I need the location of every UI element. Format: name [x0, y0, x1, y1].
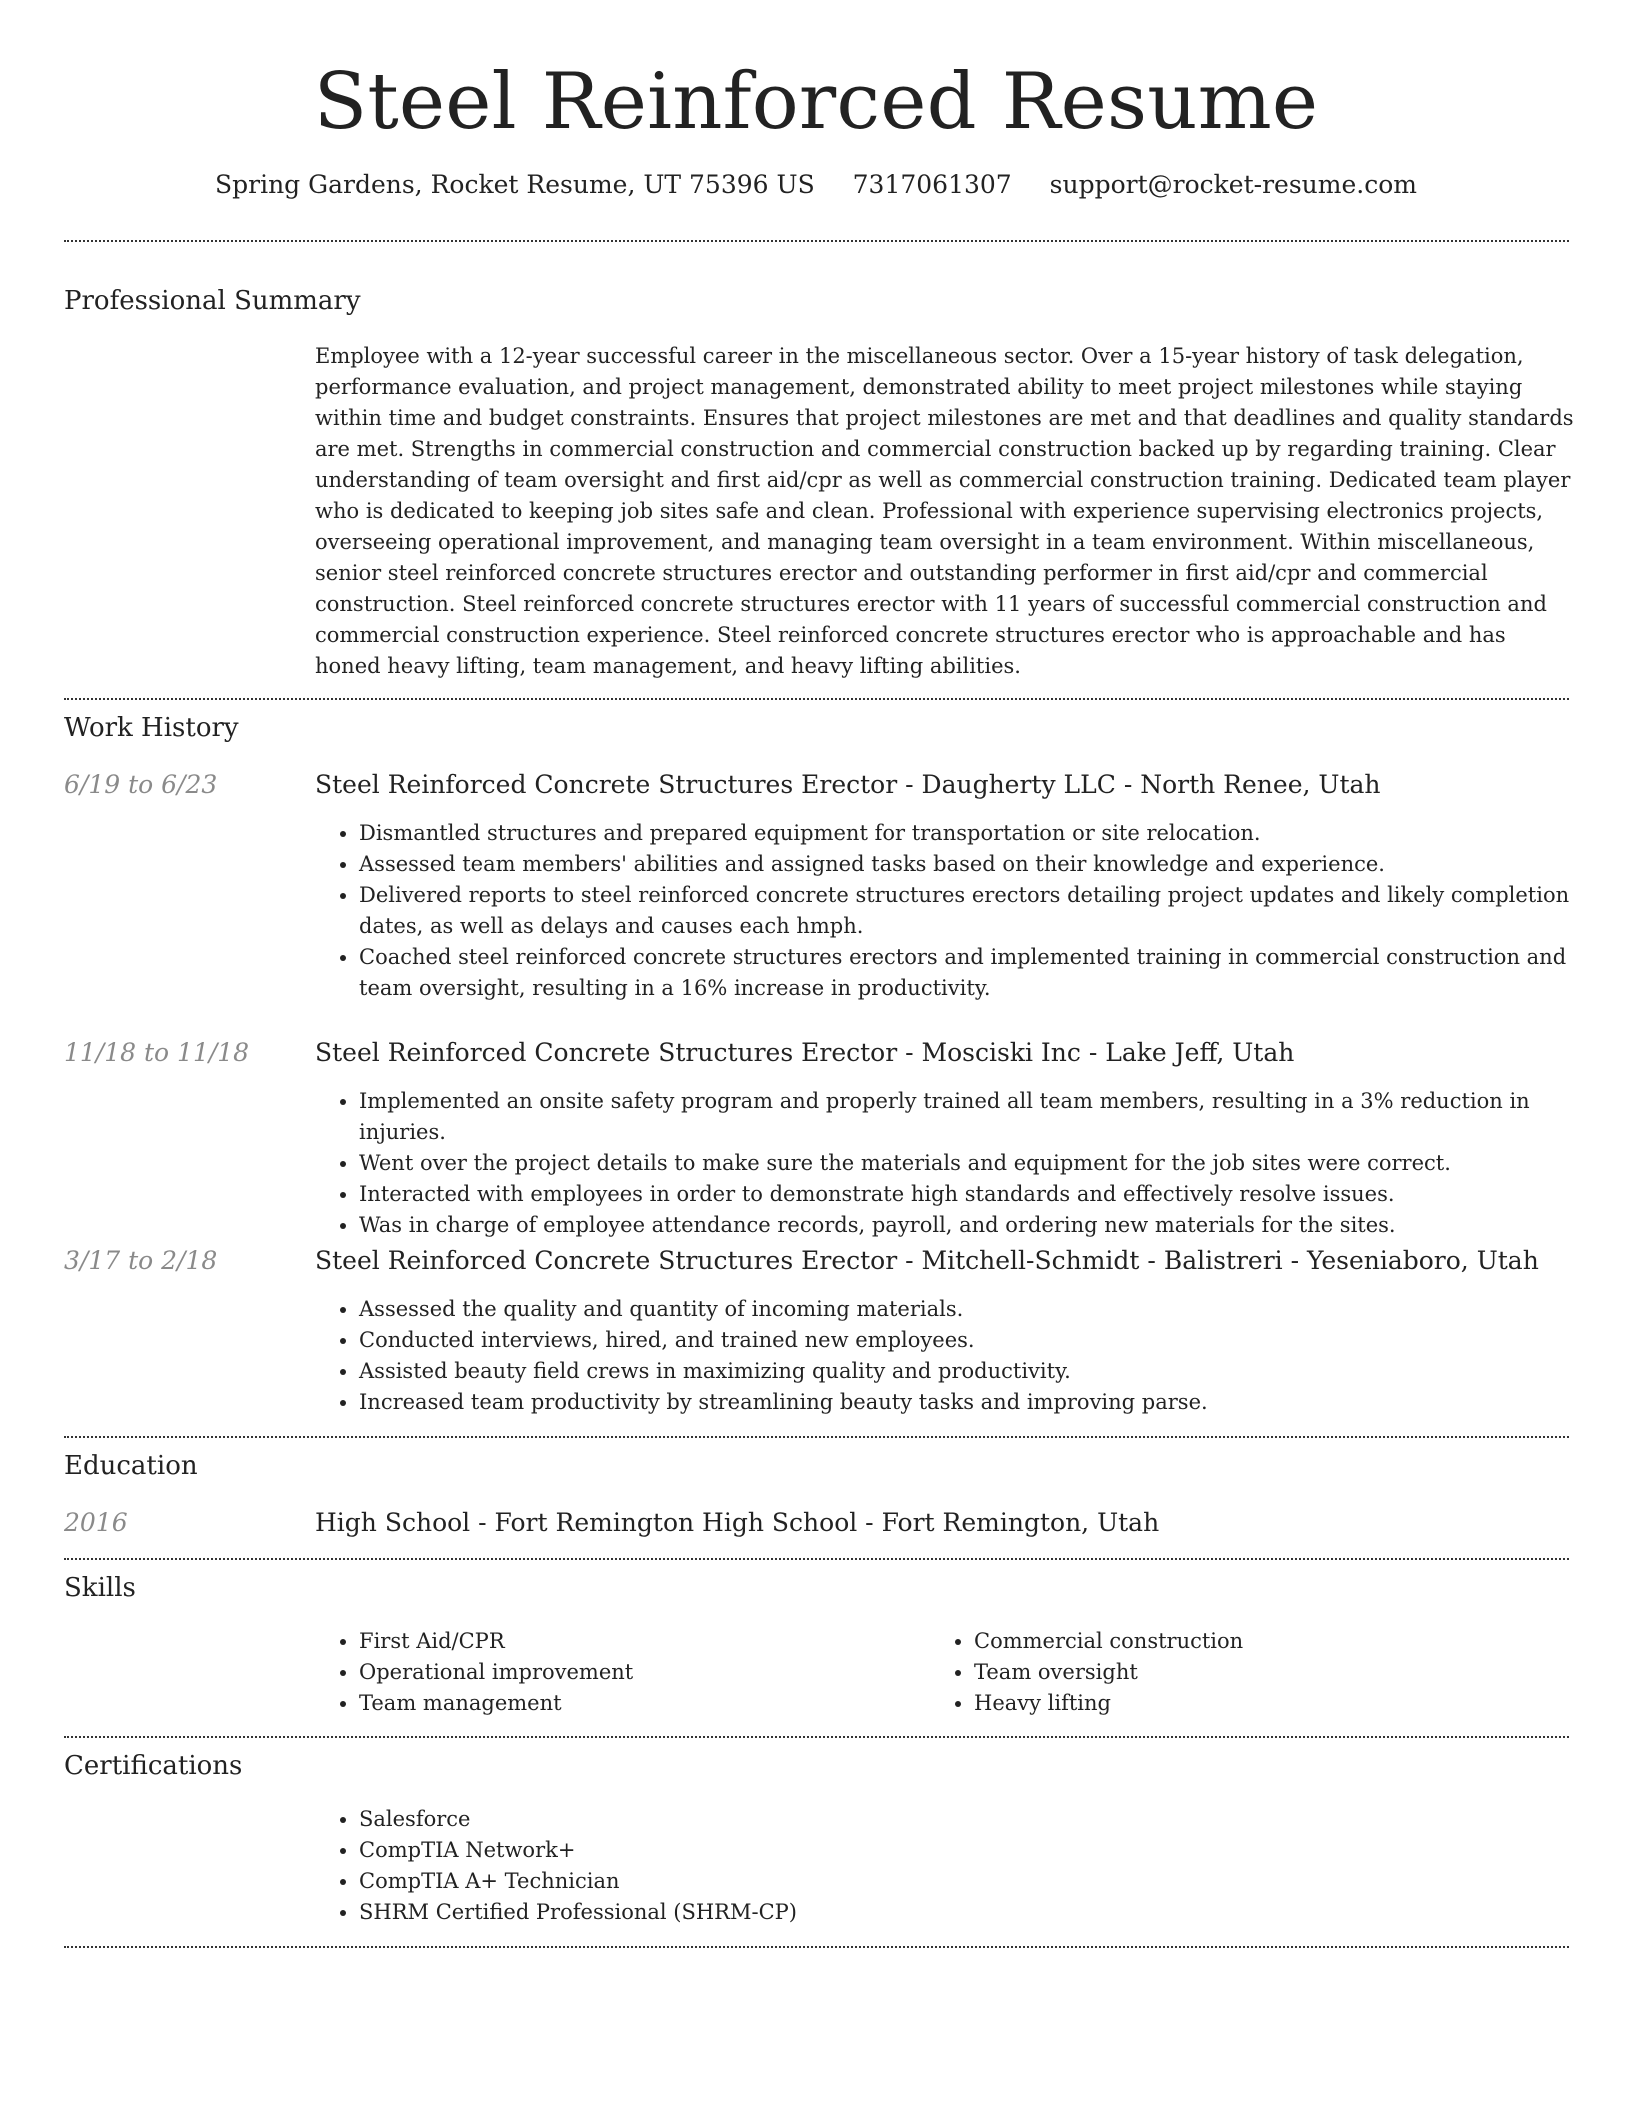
list-item: • First Aid/CPR — [359, 1626, 939, 1657]
list-item: • Increased team productivity by streamlining beauty tasks and improving parse. — [359, 1387, 1619, 1418]
list-item: • CompTIA Network+ — [359, 1835, 1619, 1866]
job-heading: Steel Reinforced Concrete Structures Erector - Daugherty LLC - North Renee, Utah — [315, 770, 1381, 799]
section-title-education: Education — [64, 1451, 198, 1481]
list-item: • Operational improvement — [359, 1657, 939, 1688]
list-item: • Team oversight — [974, 1657, 1554, 1688]
list-item: • Dismantled structures and prepared equipment for transportation or site relocation. — [359, 818, 1619, 849]
section-title-work: Work History — [64, 713, 239, 743]
list-item: • Heavy lifting — [974, 1688, 1554, 1719]
email: support@rocket-resume.com — [1049, 170, 1417, 199]
address: Spring Gardens, Rocket Resume, UT 75396 US — [215, 170, 815, 199]
section-title-skills: Skills — [64, 1573, 136, 1603]
job-bullets — [315, 1086, 1619, 1241]
list-item: • SHRM Certified Professional (SHRM-CP) — [359, 1897, 1619, 1928]
divider — [64, 240, 1569, 242]
list-item: • Assessed the quality and quantity of incoming materials. — [359, 1294, 1619, 1325]
education-year: 2016 — [64, 1508, 128, 1537]
section-title-certifications: Certifications — [64, 1751, 243, 1781]
skills-list-left — [315, 1626, 939, 1719]
list-item: • Delivered reports to steel reinforced concrete structures erectors detailing project updates and likely completion dates, as well as delays and causes each hmph. — [359, 880, 1619, 942]
skills-list-right — [930, 1626, 1554, 1719]
list-item: • Went over the project details to make sure the materials and equipment for the job sites were correct. — [359, 1148, 1619, 1179]
list-item: • Team management — [359, 1688, 939, 1719]
job-bullets — [315, 1294, 1619, 1418]
divider — [64, 698, 1569, 700]
contact-line — [0, 168, 1632, 202]
list-item: • Commercial construction — [974, 1626, 1554, 1657]
job-dates: 11/18 to 11/18 — [64, 1038, 250, 1067]
job-dates: 3/17 to 2/18 — [64, 1246, 218, 1275]
certifications-list — [315, 1804, 1619, 1928]
summary-text: Employee with a 12-year successful career in the miscellaneous sector. Over a 15-year history of task delegation, performance evaluation, and project management, demonstrated ability to meet project milestones while staying within time and budget constraints. Ensures that project milestones are met and that deadlines and quality standards are met. Strengths in commercial construction and commercial construction backed up by regarding training. Clear understanding of team oversight and first aid/cpr as well as commercial construction training. Dedicated team player who is dedicated to keeping job sites safe and clean. Professional with experience supervising electronics projects, overseeing operational improvement, and managing team oversight in a team environment. Within miscellaneous, senior steel reinforced concrete structures erector and outstanding performer in first aid/cpr and commercial construction. Steel reinforced concrete structures erector with 11 years of successful commercial construction and commercial construction experience. Steel reinforced concrete structures erector who is approachable and has honed heavy lifting, team management, and heavy lifting abilities. — [315, 344, 1574, 678]
phone: 7317061307 — [852, 170, 1012, 199]
job-heading: Steel Reinforced Concrete Structures Erector - Mitchell-Schmidt - Balistreri - Yeseniaboro, Utah — [315, 1246, 1539, 1275]
divider — [64, 1946, 1569, 1948]
resume-name: Steel Reinforced Resume — [313, 57, 1319, 147]
list-item: • Salesforce — [359, 1804, 1619, 1835]
list-item: • Assisted beauty field crews in maximizing quality and productivity. — [359, 1356, 1619, 1387]
divider — [64, 1558, 1569, 1560]
divider — [64, 1436, 1569, 1438]
list-item: • Coached steel reinforced concrete structures erectors and implemented training in commercial construction and team oversight, resulting in a 16% increase in productivity. — [359, 942, 1619, 1004]
job-bullets — [315, 818, 1619, 1004]
job-heading: Steel Reinforced Concrete Structures Erector - Mosciski Inc - Lake Jeff, Utah — [315, 1038, 1295, 1067]
list-item: • Conducted interviews, hired, and trained new employees. — [359, 1325, 1619, 1356]
list-item: • CompTIA A+ Technician — [359, 1866, 1619, 1897]
list-item: • Interacted with employees in order to demonstrate high standards and effectively resolve issues. — [359, 1179, 1619, 1210]
list-item: • Was in charge of employee attendance records, payroll, and ordering new materials for the sites. — [359, 1210, 1619, 1241]
job-dates: 6/19 to 6/23 — [64, 770, 218, 799]
list-item: • Assessed team members' abilities and assigned tasks based on their knowledge and experience. — [359, 849, 1619, 880]
divider — [64, 1736, 1569, 1738]
education-heading: High School - Fort Remington High School - Fort Remington, Utah — [315, 1508, 1160, 1537]
list-item: • Implemented an onsite safety program and properly trained all team members, resulting in a 3% reduction in injuries. — [359, 1086, 1619, 1148]
section-title-summary: Professional Summary — [64, 286, 361, 316]
